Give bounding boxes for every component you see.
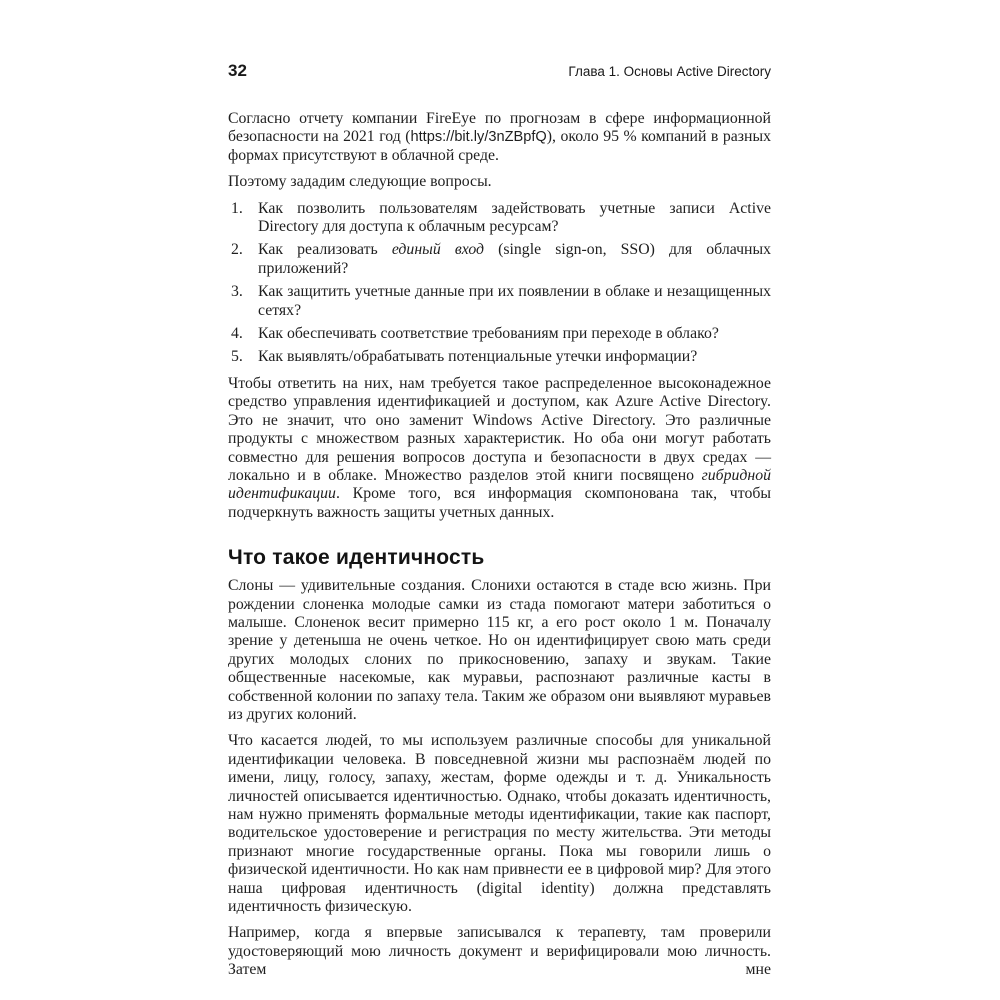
running-title: Глава 1. Основы Active Directory <box>568 64 771 79</box>
questions-list <box>228 200 771 367</box>
paragraph-azure-ad-text-b: . Кроме того, вся информация скомпонована так, чтобы подчеркнуть важность защиты учетных данных. <box>228 485 771 521</box>
paragraph-azure-ad-text-a: Чтобы ответить на них, нам требуется такое распределенное высоконадежное средство управления идентификацией и доступом, как Azure Active Directory. Это не значит, что оно заменит Windows Active Directory. Это различные продукты с множеством разных характеристик. Но оба они могут работать совместно для решения вопросов доступа и безопасности в двух средах — локально и в облаке. Множество разделов этой книги посвящено <box>228 374 771 484</box>
list-item-4 <box>228 325 771 343</box>
list-item-2-text-b: (single sign-on, SSO) для облачных приложений? <box>258 241 771 277</box>
list-number: 5. <box>231 348 243 366</box>
list-item-5 <box>228 348 771 366</box>
list-number: 4. <box>231 325 243 343</box>
paragraph-elephants: Слоны — удивительные создания. Слонихи остаются в стаде всю жизнь. При рождении слоненка молодые самки из стада помогают матери заботиться о малыше. Слоненок весит примерно 115 кг, а его рост около 1 м. Поначалу зрение у детеныша не очень четкое. Но он идентифицирует свою мать среди других молодых слоних по прикосновению, запаху и звукам. Такие общественные насекомые, как муравьи, распознают различные касты в собственной колонии по запаху тела. Таким же образом они выявляют муравьев из других колоний. <box>228 577 771 723</box>
section-heading: Что такое идентичность <box>228 546 485 570</box>
text-column <box>228 0 771 980</box>
paragraph-azure-ad <box>228 375 771 522</box>
list-item-3 <box>228 283 771 320</box>
list-number: 2. <box>231 241 243 259</box>
list-item-2-italic: единый вход <box>391 241 485 259</box>
list-item-2 <box>228 241 771 278</box>
paragraph-questions-lead: Поэтому зададим следующие вопросы. <box>228 173 492 191</box>
list-number: 3. <box>231 283 243 301</box>
list-item-text: Как обеспечивать соответствие требованиям при переходе в облако? <box>258 325 719 343</box>
url-text: https://bit.ly/3nZBpfQ <box>410 129 547 146</box>
list-number: 1. <box>231 199 243 217</box>
list-item-text: Как выявлять/обрабатывать потенциальные утечки информации? <box>258 348 698 366</box>
paragraph-azure-ad-italic: гибридной идентификации <box>228 466 771 503</box>
paragraph-human-identity: Что касается людей, то мы используем различные способы для уникальной идентификации человека. В повседневной жизни мы распознаём людей по имени, лицу, голосу, запаху, жестам, форме одежды и т. д. Уникальность личностей описывается идентичностью. Однако, чтобы доказать идентичность, нам нужно применять формальные методы идентификации, такие как паспорт, водительское удостоверение и регистрация по месту жительства. Эти методы признают многие государственные органы. Пока мы говорили лишь о физической идентичности. Но как нам привнести ее в цифровой мир? Для этого наша цифровая идентичность (digital identity) должна представлять идентичность физическую. <box>228 732 771 916</box>
paragraph-fireeye-text-a: Согласно отчету компании FireEye по прогнозам в сфере информационной безопасности на 2021 год ( <box>228 110 771 146</box>
list-item-1 <box>228 200 771 237</box>
list-item-text <box>258 241 771 276</box>
list-item-text: Как защитить учетные данные при их появлении в облаке и незащищенных сетях? <box>258 283 771 319</box>
list-item-text: Как позволить пользователям задействовать учетные записи Active Directory для доступа к облачным ресурсам? <box>258 199 771 236</box>
paragraph-fireeye <box>228 110 771 165</box>
paragraph-doctor-example: Например, когда я впервые записывался к терапевту, там проверили удостоверяющий мою личность документ и верифицировали мою личность. Затем мне <box>228 924 771 979</box>
page-number: 32 <box>228 61 247 80</box>
paragraph-fireeye-text-b: ), около 95 % компаний в разных формах присутствуют в облачной среде. <box>228 128 771 164</box>
list-item-2-text-a: Как реализовать <box>258 241 392 259</box>
running-head <box>228 62 771 81</box>
